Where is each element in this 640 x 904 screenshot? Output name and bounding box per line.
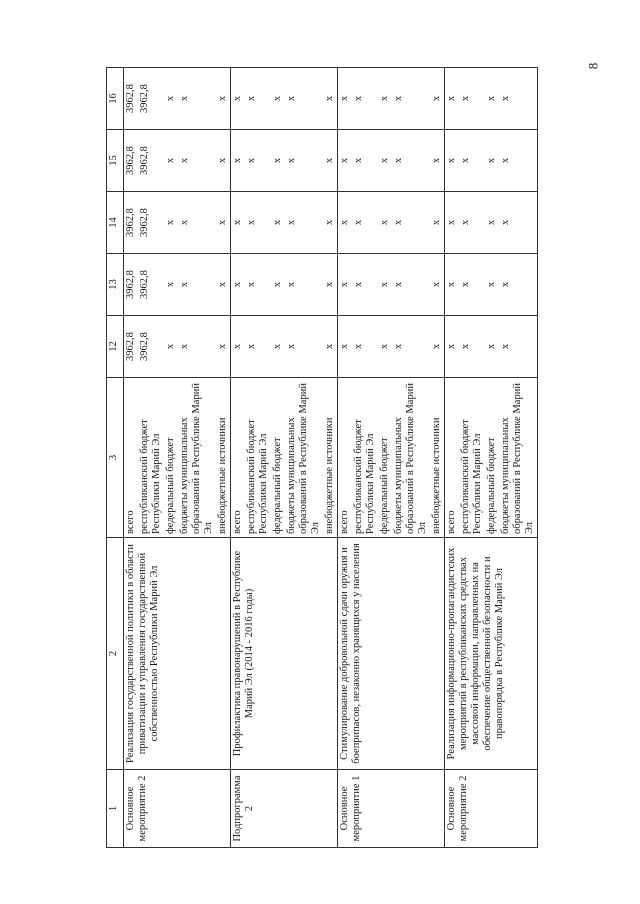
value-cell: х xyxy=(352,254,378,316)
value-cell: х xyxy=(231,68,246,130)
header-cell: 12 xyxy=(107,316,124,378)
value-cell: х xyxy=(445,192,460,254)
value-cell: х xyxy=(445,254,460,316)
value-cell: х xyxy=(245,316,271,378)
value-cell: х xyxy=(271,68,285,130)
value-cell: х xyxy=(485,316,499,378)
value-cell: х xyxy=(323,130,338,192)
value-cell: х xyxy=(216,254,231,316)
value-cell: х xyxy=(499,130,538,192)
value-cell: х xyxy=(352,68,378,130)
value-cell: х xyxy=(216,130,231,192)
value-cell: х xyxy=(378,192,392,254)
value-cell: х xyxy=(378,316,392,378)
value-cell: х xyxy=(445,68,460,130)
activity-name-cell: Профилактика правонарушений в Республике Марий Эл (2014 - 2016 годы) xyxy=(231,538,338,770)
budget-table xyxy=(106,67,538,848)
value-cell: х xyxy=(245,68,271,130)
value-cell: 3962,8 xyxy=(124,68,139,130)
value-cell: х xyxy=(231,316,246,378)
funding-source-cell: республиканский бюджет Республики Марий Эл xyxy=(138,378,164,538)
funding-source-cell: республиканский бюджет Республики Марий Эл xyxy=(352,378,378,538)
value-cell: х xyxy=(338,130,353,192)
table-row xyxy=(124,68,139,848)
value-cell: х xyxy=(445,316,460,378)
value-cell: х xyxy=(178,316,216,378)
value-cell: х xyxy=(231,254,246,316)
table-row xyxy=(445,68,460,848)
value-cell: х xyxy=(245,130,271,192)
value-cell: х xyxy=(216,192,231,254)
value-cell: х xyxy=(271,254,285,316)
value-cell: х xyxy=(499,254,538,316)
funding-source-cell: внебюджетные источники xyxy=(323,378,338,538)
value-cell: х xyxy=(485,130,499,192)
value-cell: х xyxy=(430,130,445,192)
header-cell: 16 xyxy=(107,68,124,130)
value-cell: х xyxy=(323,68,338,130)
funding-source-cell: республиканский бюджет Республики Марий Эл xyxy=(459,378,485,538)
rotated-table-container xyxy=(106,68,534,848)
value-cell: х xyxy=(271,316,285,378)
value-cell: х xyxy=(352,130,378,192)
value-cell: х xyxy=(323,192,338,254)
funding-source-cell: бюджеты муниципальных образований в Республике Марий Эл xyxy=(178,378,216,538)
activity-type-cell: Подпрограмма 2 xyxy=(231,770,338,848)
value-cell: 3962,8 xyxy=(138,254,164,316)
header-cell: 13 xyxy=(107,254,124,316)
value-cell: х xyxy=(378,68,392,130)
activity-name-cell: Стимулирование добровольной сдачи оружия и боеприпасов, незаконно хранящихся у населения xyxy=(338,538,445,770)
funding-source-cell: федеральный бюджет xyxy=(164,378,178,538)
value-cell: х xyxy=(430,254,445,316)
value-cell: х xyxy=(430,316,445,378)
funding-source-cell: республиканский бюджет Республики Марий Эл xyxy=(245,378,271,538)
value-cell: х xyxy=(485,254,499,316)
value-cell: х xyxy=(323,316,338,378)
activity-type-cell: Основное мероприятие 1 xyxy=(338,770,445,848)
value-cell: х xyxy=(392,130,430,192)
value-cell: х xyxy=(164,130,178,192)
value-cell: 3962,8 xyxy=(124,254,139,316)
value-cell: х xyxy=(430,68,445,130)
page-number: 8 xyxy=(584,62,600,70)
value-cell: х xyxy=(338,316,353,378)
table-row xyxy=(231,68,246,848)
value-cell: х xyxy=(178,130,216,192)
value-cell: х xyxy=(164,254,178,316)
value-cell: х xyxy=(285,130,323,192)
table-row xyxy=(338,68,353,848)
value-cell: 3962,8 xyxy=(138,192,164,254)
value-cell: х xyxy=(378,130,392,192)
value-cell: х xyxy=(178,68,216,130)
funding-source-cell: бюджеты муниципальных образований в Республике Марий Эл xyxy=(499,378,538,538)
value-cell: х xyxy=(323,254,338,316)
value-cell: х xyxy=(392,254,430,316)
value-cell: х xyxy=(285,192,323,254)
value-cell: х xyxy=(430,192,445,254)
funding-source-cell: всего xyxy=(231,378,246,538)
value-cell: х xyxy=(352,316,378,378)
value-cell: х xyxy=(285,254,323,316)
value-cell: х xyxy=(499,192,538,254)
funding-source-cell: федеральный бюджет xyxy=(271,378,285,538)
value-cell: х xyxy=(459,130,485,192)
value-cell: х xyxy=(352,192,378,254)
value-cell: х xyxy=(392,192,430,254)
funding-source-cell: бюджеты муниципальных образований в Республике Марий Эл xyxy=(285,378,323,538)
value-cell: х xyxy=(271,192,285,254)
value-cell: х xyxy=(499,316,538,378)
value-cell: 3962,8 xyxy=(124,316,139,378)
value-cell: х xyxy=(245,254,271,316)
header-row xyxy=(107,68,124,848)
value-cell: х xyxy=(178,254,216,316)
value-cell: х xyxy=(178,192,216,254)
value-cell: х xyxy=(245,192,271,254)
value-cell: х xyxy=(485,68,499,130)
header-cell: 15 xyxy=(107,130,124,192)
value-cell: х xyxy=(285,68,323,130)
funding-source-cell: федеральный бюджет xyxy=(378,378,392,538)
value-cell: х xyxy=(485,192,499,254)
value-cell: х xyxy=(459,316,485,378)
header-cell: 3 xyxy=(107,378,124,538)
funding-source-cell: всего xyxy=(445,378,460,538)
value-cell: х xyxy=(338,254,353,316)
value-cell: х xyxy=(164,68,178,130)
activity-type-cell: Основное мероприятие 2 xyxy=(445,770,538,848)
value-cell: х xyxy=(271,130,285,192)
value-cell: х xyxy=(378,254,392,316)
value-cell: 3962,8 xyxy=(138,130,164,192)
value-cell: х xyxy=(459,68,485,130)
value-cell: х xyxy=(285,316,323,378)
value-cell: 3962,8 xyxy=(124,130,139,192)
funding-source-cell: внебюджетные источники xyxy=(216,378,231,538)
value-cell: х xyxy=(392,68,430,130)
activity-type-cell: Основное мероприятие 2 xyxy=(124,770,231,848)
header-cell: 14 xyxy=(107,192,124,254)
funding-source-cell: федеральный бюджет xyxy=(485,378,499,538)
activity-name-cell: Реализация государственной политики в области приватизации и управления государственной собственностью Республики Марий Эл xyxy=(124,538,231,770)
value-cell: х xyxy=(164,192,178,254)
value-cell: 3962,8 xyxy=(124,192,139,254)
value-cell: х xyxy=(231,192,246,254)
value-cell: х xyxy=(499,68,538,130)
value-cell: х xyxy=(392,316,430,378)
activity-name-cell: Реализация информационно-пропагандистских мероприятий в республиканских средствах массовой информации, направленных на обеспечение общественной безопасности и правопорядка в Республике Марий Эл xyxy=(445,538,538,770)
value-cell: 3962,8 xyxy=(138,68,164,130)
value-cell: х xyxy=(216,316,231,378)
funding-source-cell: бюджеты муниципальных образований в Республике Марий Эл xyxy=(392,378,430,538)
value-cell: х xyxy=(216,68,231,130)
funding-source-cell: всего xyxy=(338,378,353,538)
value-cell: х xyxy=(459,254,485,316)
header-cell: 2 xyxy=(107,538,124,770)
value-cell: х xyxy=(338,68,353,130)
funding-source-cell: всего xyxy=(124,378,139,538)
header-cell: 1 xyxy=(107,770,124,848)
value-cell: 3962,8 xyxy=(138,316,164,378)
value-cell: х xyxy=(231,130,246,192)
table-body xyxy=(124,68,538,848)
value-cell: х xyxy=(338,192,353,254)
funding-source-cell: внебюджетные источники xyxy=(430,378,445,538)
value-cell: х xyxy=(445,130,460,192)
value-cell: х xyxy=(164,316,178,378)
value-cell: х xyxy=(459,192,485,254)
